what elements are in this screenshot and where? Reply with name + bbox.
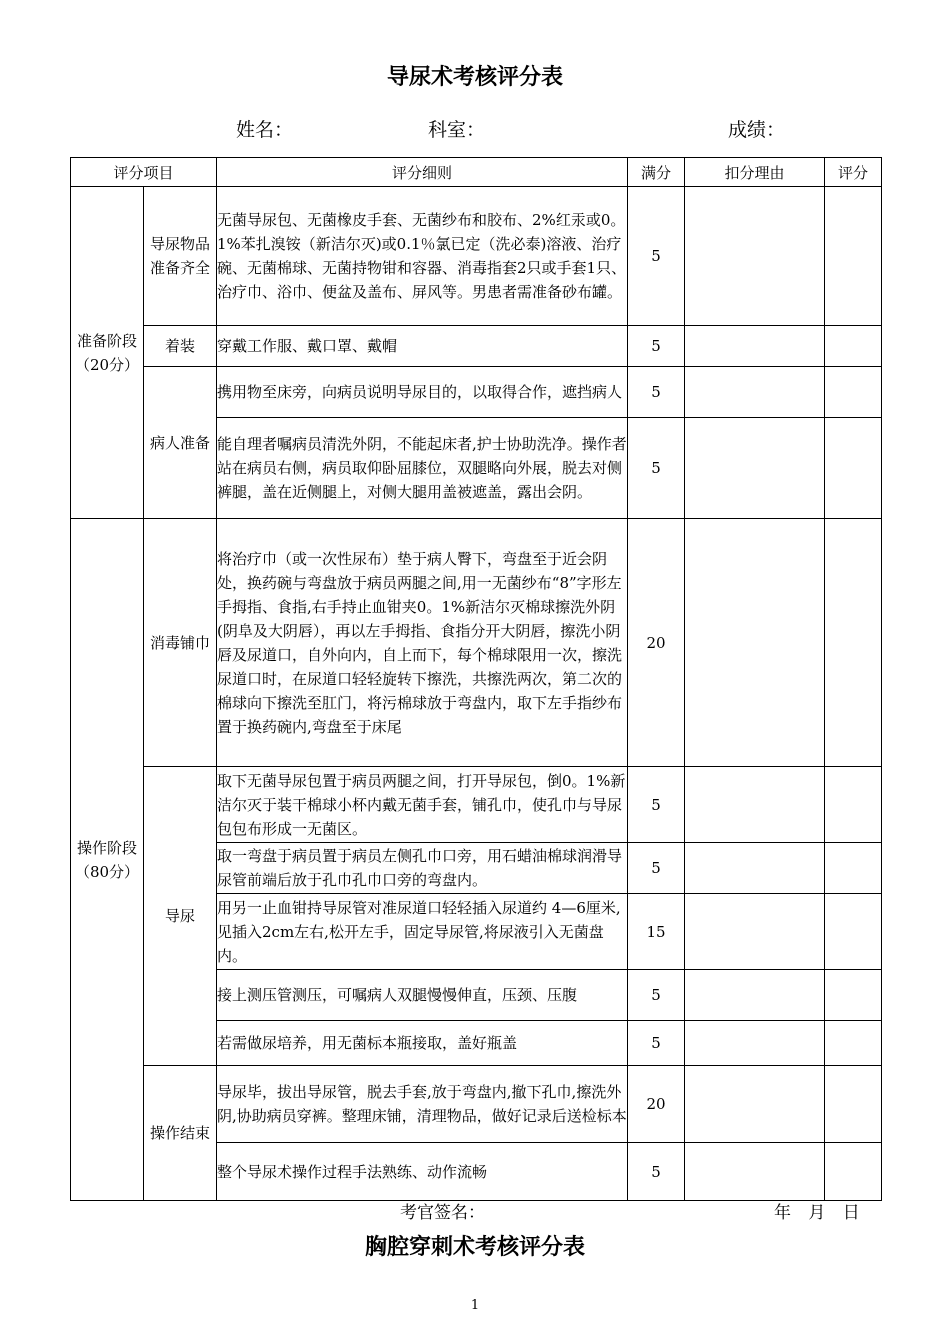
detail-cell: 接上测压管测压，可嘱病人双腿慢慢伸直，压颈、压腹 [217,970,628,1021]
detail-cell: 取一弯盘于病员置于病员左侧孔巾口旁，用石蜡油棉球润滑导尿管前端后放于孔巾孔巾口旁的弯盘内。 [217,843,628,894]
header-detail: 评分细则 [217,158,628,187]
table-row [71,326,882,367]
table-row [71,1066,882,1143]
page-title: 导尿术考核评分表 [386,64,563,90]
score-cell[interactable] [825,970,882,1021]
deduction-reason-cell[interactable] [685,843,825,894]
score-cell[interactable] [825,1143,882,1201]
points-cell: 5 [628,970,685,1021]
points-cell: 5 [628,843,685,894]
next-form-title: 胸腔穿刺术考核评分表 [364,1234,585,1260]
score-cell[interactable] [825,519,882,767]
sub-item-completion: 操作结束 [144,1066,217,1201]
header-row [71,158,882,187]
deduction-reason-cell[interactable] [685,519,825,767]
scoring-table [70,157,882,1201]
section-preparation: 准备阶段（20分） [71,187,144,519]
points-cell: 5 [628,1021,685,1066]
date-label: 年 月 日 [774,1203,866,1223]
section-operation: 操作阶段（80分） [71,519,144,1201]
points-cell: 5 [628,1143,685,1201]
points-cell: 5 [628,326,685,367]
points-cell: 20 [628,519,685,767]
points-cell: 5 [628,367,685,418]
header-score: 评分 [825,158,882,187]
deduction-reason-cell[interactable] [685,187,825,326]
points-cell: 5 [628,187,685,326]
score-cell[interactable] [825,1066,882,1143]
score-label: 成绩： [728,119,786,141]
name-label: 姓名： [236,119,294,141]
sub-item-disinfection: 消毒铺巾 [144,519,217,767]
table-row [71,187,882,326]
deduction-reason-cell[interactable] [685,970,825,1021]
detail-cell: 穿戴工作服、戴口罩、戴帽 [217,326,628,367]
deduction-reason-cell[interactable] [685,1143,825,1201]
detail-cell: 无菌导尿包、无菌橡皮手套、无菌纱布和胶布、2%红汞或0。1%苯扎溴铵（新洁尔灭)或0.1％氯已定（洗必泰)溶液、治疗碗、无菌棉球、无菌持物钳和容器、消毒指套2只或手套1只、治疗巾、浴巾、便盆及盖布、屏风等。男患者需准备砂布罐。 [217,187,628,326]
deduction-reason-cell[interactable] [685,418,825,519]
deduction-reason-cell[interactable] [685,894,825,970]
deduction-reason-cell[interactable] [685,767,825,843]
department-label: 科室： [428,119,486,141]
detail-cell: 能自理者嘱病员清洗外阴，不能起床者,护士协助洗净。操作者站在病员右侧，病员取仰卧屈膝位，双腿略向外展，脱去对侧裤腿，盖在近侧腿上，对侧大腿用盖被遮盖，露出会阴。 [217,418,628,519]
score-cell[interactable] [825,843,882,894]
sub-item-supplies: 导尿物品准备齐全 [144,187,217,326]
score-cell[interactable] [825,894,882,970]
detail-cell: 若需做尿培养，用无菌标本瓶接取，盖好瓶盖 [217,1021,628,1066]
detail-cell: 将治疗巾（或一次性尿布）垫于病人臀下，弯盘至于近会阴处，换药碗与弯盘放于病员两腿之间,用一无菌纱布“8”字形左手拇指、食指,右手持止血钳夹0。1%新洁尔灭棉球擦洗外阴 (阴阜及大阴唇），再以左手拇指、食指分开大阴唇，擦洗小阴唇及尿道口，自外向内，自上而下，每个棉球限用一次，擦洗尿道口时，在尿道口轻轻旋转下擦洗，共擦洗两次，第二次的棉球向下擦洗至肛门，将污棉球放于弯盘内，取下左手指纱布置于换药碗内,弯盘至于床尾 [217,519,628,767]
detail-cell: 用另一止血钳持导尿管对准尿道口轻轻插入尿道约 4—6厘米,见插入2cm左右,松开左手，固定导尿管,将尿液引入无菌盘内。 [217,894,628,970]
score-cell[interactable] [825,187,882,326]
score-cell[interactable] [825,418,882,519]
detail-cell: 携用物至床旁，向病员说明导尿目的，以取得合作，遮挡病人 [217,367,628,418]
sub-item-attire: 着装 [144,326,217,367]
points-cell: 5 [628,418,685,519]
table-row [71,519,882,767]
score-cell[interactable] [825,367,882,418]
deduction-reason-cell[interactable] [685,326,825,367]
examiner-signature-label: 考官签名： [400,1203,485,1223]
detail-cell: 导尿毕，拔出导尿管，脱去手套,放于弯盘内,撤下孔巾,擦洗外阴,协助病员穿裤。整理床铺，清理物品，做好记录后送检标本 [217,1066,628,1143]
points-cell: 15 [628,894,685,970]
score-cell[interactable] [825,1021,882,1066]
score-cell[interactable] [825,326,882,367]
points-cell: 5 [628,767,685,843]
table-row [71,367,882,418]
deduction-reason-cell[interactable] [685,367,825,418]
detail-cell: 整个导尿术操作过程手法熟练、动作流畅 [217,1143,628,1201]
sub-item-patient-prep: 病人准备 [144,367,217,519]
header-item: 评分项目 [71,158,217,187]
deduction-reason-cell[interactable] [685,1066,825,1143]
sub-item-catheterization: 导尿 [144,767,217,1066]
table-row [71,767,882,843]
header-full-score: 满分 [628,158,685,187]
points-cell: 20 [628,1066,685,1143]
detail-cell: 取下无菌导尿包置于病员两腿之间，打开导尿包，倒0。1%新洁尔灭于装干棉球小杯内戴无菌手套，铺孔巾，使孔巾与导尿包包布形成一无菌区。 [217,767,628,843]
deduction-reason-cell[interactable] [685,1021,825,1066]
page-number: 1 [470,1298,480,1313]
header-deduction-reason: 扣分理由 [685,158,825,187]
score-cell[interactable] [825,767,882,843]
